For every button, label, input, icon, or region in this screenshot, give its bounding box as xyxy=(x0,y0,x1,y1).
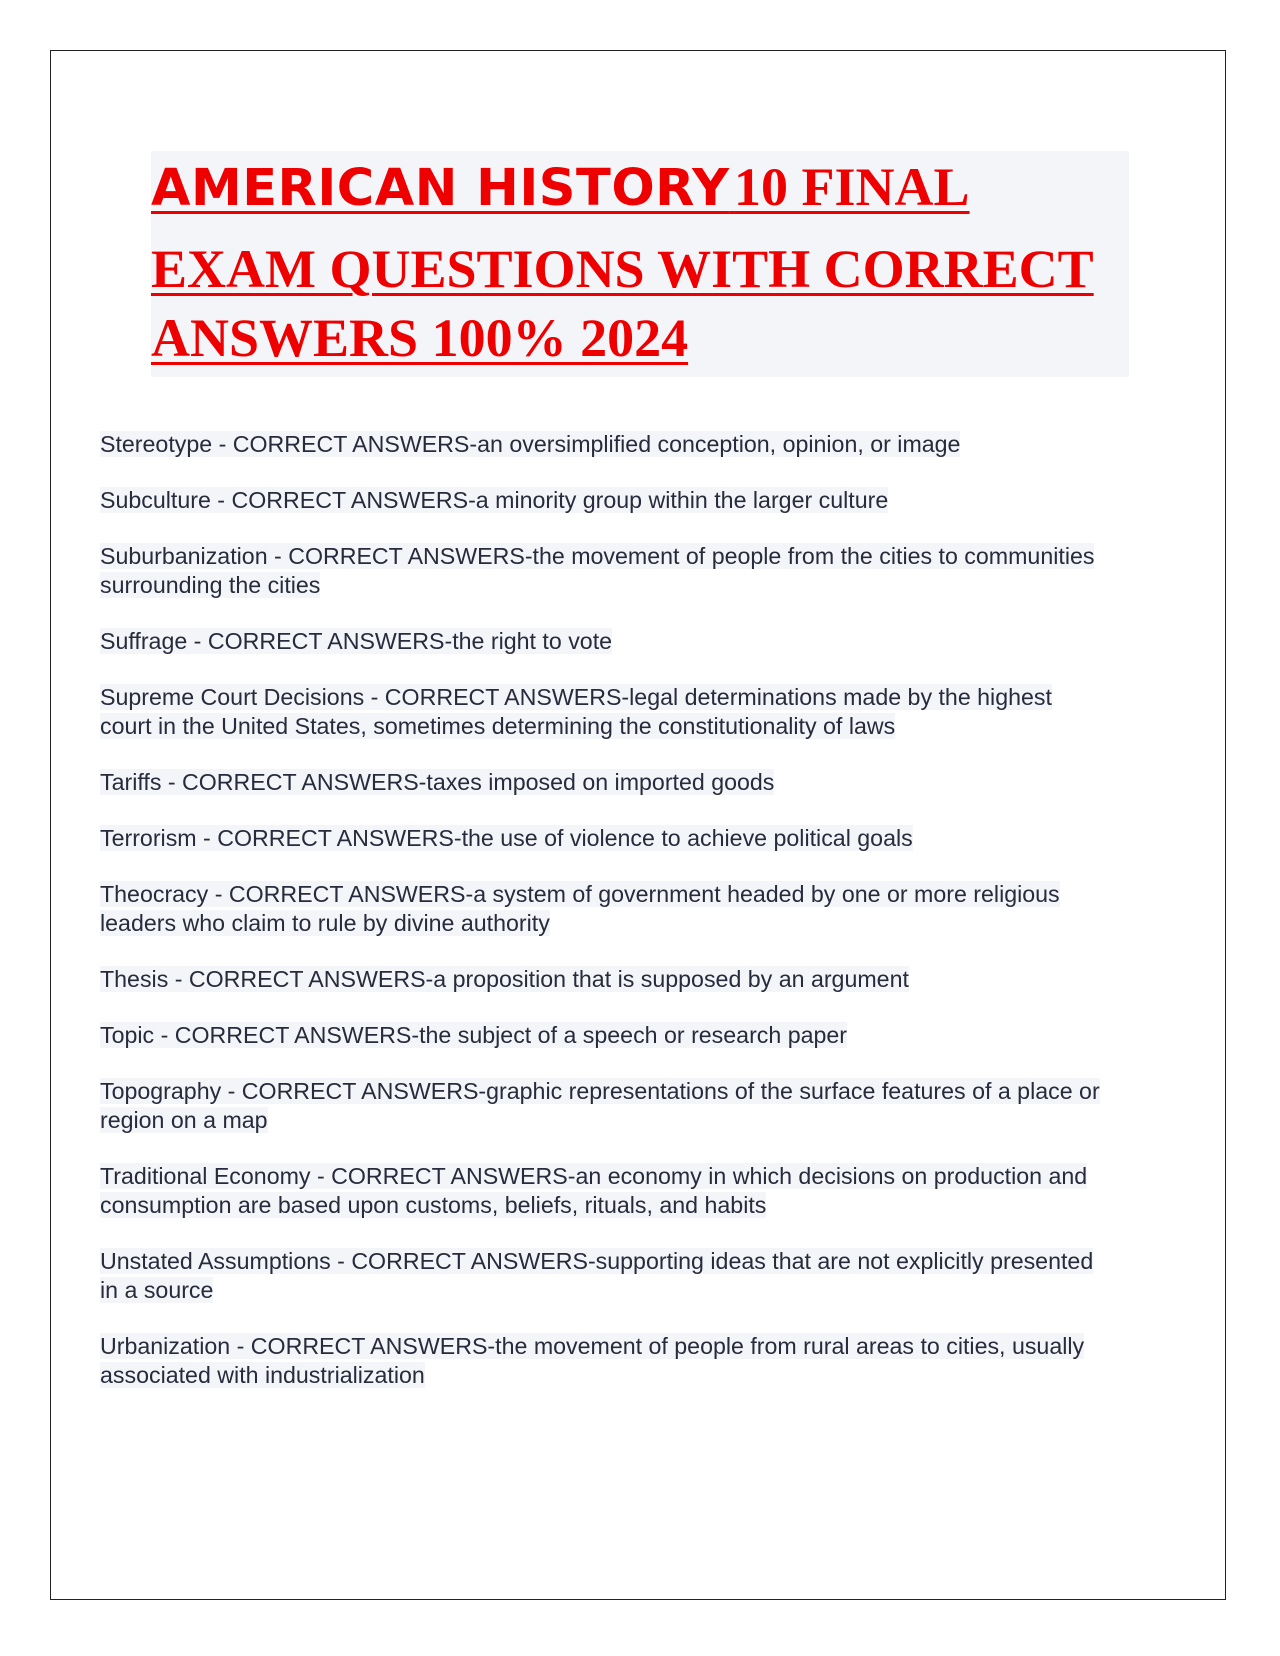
entry-text: Unstated Assumptions - CORRECT ANSWERS-supporting ideas that are not explicitly presented in a source xyxy=(100,1248,1094,1303)
glossary-entry xyxy=(100,542,1100,600)
entry-text: Terrorism - CORRECT ANSWERS-the use of violence to achieve political goals xyxy=(100,825,913,851)
entry-text: Urbanization - CORRECT ANSWERS-the movement of people from rural areas to cities, usually associated with industrialization xyxy=(100,1333,1085,1388)
glossary-list xyxy=(100,430,1100,1417)
entry-text: Theocracy - CORRECT ANSWERS-a system of government headed by one or more religious leaders who claim to rule by divine authority xyxy=(100,881,1060,936)
title-line-1 xyxy=(151,153,1129,235)
entry-text: Traditional Economy - CORRECT ANSWERS-an economy in which decisions on production and consumption are based upon customs, beliefs, rituals, and habits xyxy=(100,1163,1088,1218)
glossary-entry xyxy=(100,965,1100,994)
glossary-entry xyxy=(100,1162,1100,1220)
entry-text: Topic - CORRECT ANSWERS-the subject of a speech or research paper xyxy=(100,1022,848,1048)
glossary-entry xyxy=(100,683,1100,741)
title-line-3: ANSWERS 100% 2024 xyxy=(151,308,689,368)
entry-text: Supreme Court Decisions - CORRECT ANSWERS-legal determinations made by the highest court in the United States, sometimes determining the constitutionality of laws xyxy=(100,684,1052,739)
glossary-entry xyxy=(100,430,1100,459)
entry-text: Thesis - CORRECT ANSWERS-a proposition that is supposed by an argument xyxy=(100,966,909,992)
entry-text: Suburbanization - CORRECT ANSWERS-the movement of people from the cities to communities surrounding the cities xyxy=(100,543,1095,598)
entry-text: Suffrage - CORRECT ANSWERS-the right to vote xyxy=(100,628,613,654)
glossary-entry xyxy=(100,1021,1100,1050)
glossary-entry xyxy=(100,1077,1100,1135)
glossary-entry xyxy=(100,768,1100,797)
entry-text: Tariffs - CORRECT ANSWERS-taxes imposed on imported goods xyxy=(100,769,775,795)
entry-text: Subculture - CORRECT ANSWERS-a minority group within the larger culture xyxy=(100,487,889,513)
glossary-entry xyxy=(100,880,1100,938)
glossary-entry xyxy=(100,824,1100,853)
entry-text: Stereotype - CORRECT ANSWERS-an oversimplified conception, opinion, or image xyxy=(100,431,961,457)
glossary-entry xyxy=(100,486,1100,515)
entry-text: Topography - CORRECT ANSWERS-graphic representations of the surface features of a place or region on a map xyxy=(100,1078,1100,1133)
glossary-entry xyxy=(100,1247,1100,1305)
glossary-entry xyxy=(100,1332,1100,1390)
document-title xyxy=(151,151,1129,377)
glossary-entry xyxy=(100,627,1100,656)
title-subject: AMERICAN HISTORY xyxy=(151,159,730,218)
title-line-1-rest: 10 FINAL xyxy=(734,157,970,217)
title-line-2: EXAM QUESTIONS WITH CORRECT xyxy=(151,239,1094,299)
